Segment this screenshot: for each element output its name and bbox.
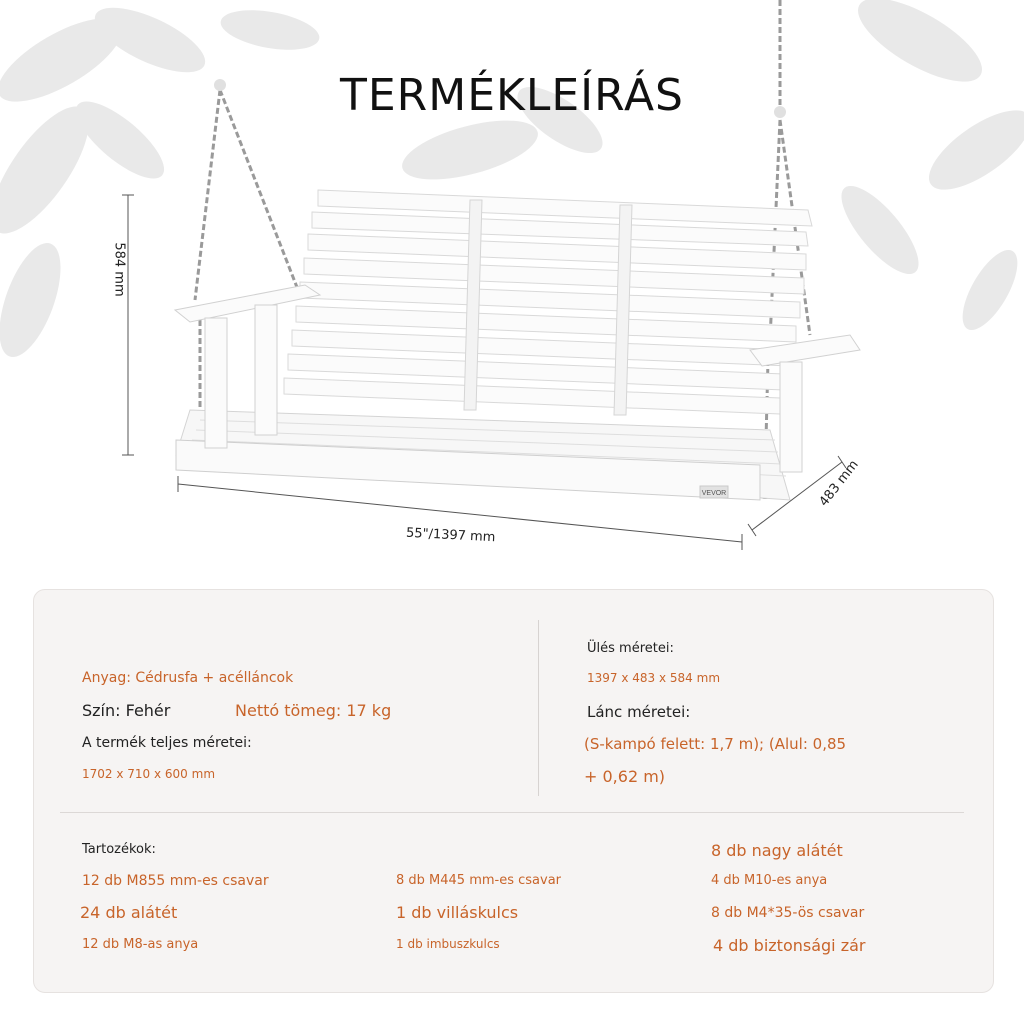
accessory-item: 1 db imbuszkulcs	[396, 937, 500, 951]
accessory-item: 1 db villáskulcs	[396, 903, 519, 922]
chain-dimensions-line2: + 0,62 m)	[584, 767, 666, 786]
depth-dimension-label: 483 mm	[816, 457, 862, 510]
color-text: Szín: Fehér	[82, 701, 171, 720]
seat-dimensions-label: Ülés méretei:	[587, 641, 674, 656]
width-dimension-label: 55"/1397 mm	[405, 525, 496, 546]
accessory-item: 4 db M10-es anya	[711, 873, 828, 888]
accessory-item: 4 db biztonsági zár	[713, 936, 866, 955]
vertical-divider	[538, 620, 539, 796]
overall-dimensions-label: A termék teljes méretei:	[82, 735, 252, 751]
chain-dimensions-line1: (S-kampó felett: 1,7 m); (Alul: 0,85	[584, 735, 847, 753]
spec-card	[33, 589, 994, 993]
product-badge: VEVOR	[701, 490, 727, 497]
accessory-item: 8 db M445 mm-es csavar	[396, 873, 562, 888]
material-text: Anyag: Cédrusfa + acélláncok	[82, 670, 294, 686]
accessory-item: 8 db nagy alátét	[711, 841, 843, 860]
height-dimension-label: 584 mm	[111, 242, 127, 297]
accessory-item: 12 db M8-as anya	[82, 937, 199, 952]
overall-dimensions-value: 1702 x 710 x 600 mm	[82, 767, 216, 781]
page-title: TERMÉKLEÍRÁS	[340, 70, 684, 121]
accessory-item: 24 db alátét	[80, 903, 178, 922]
chain-dimensions-label: Lánc méretei:	[587, 703, 691, 721]
seat-dimensions-value: 1397 x 483 x 584 mm	[587, 671, 721, 685]
horizontal-divider	[60, 812, 964, 813]
accessory-item: 8 db M4*35-ös csavar	[711, 905, 865, 921]
accessories-heading: Tartozékok:	[82, 842, 156, 857]
accessory-item: 12 db M855 mm-es csavar	[82, 873, 269, 889]
net-weight-text: Nettó tömeg: 17 kg	[235, 701, 392, 720]
